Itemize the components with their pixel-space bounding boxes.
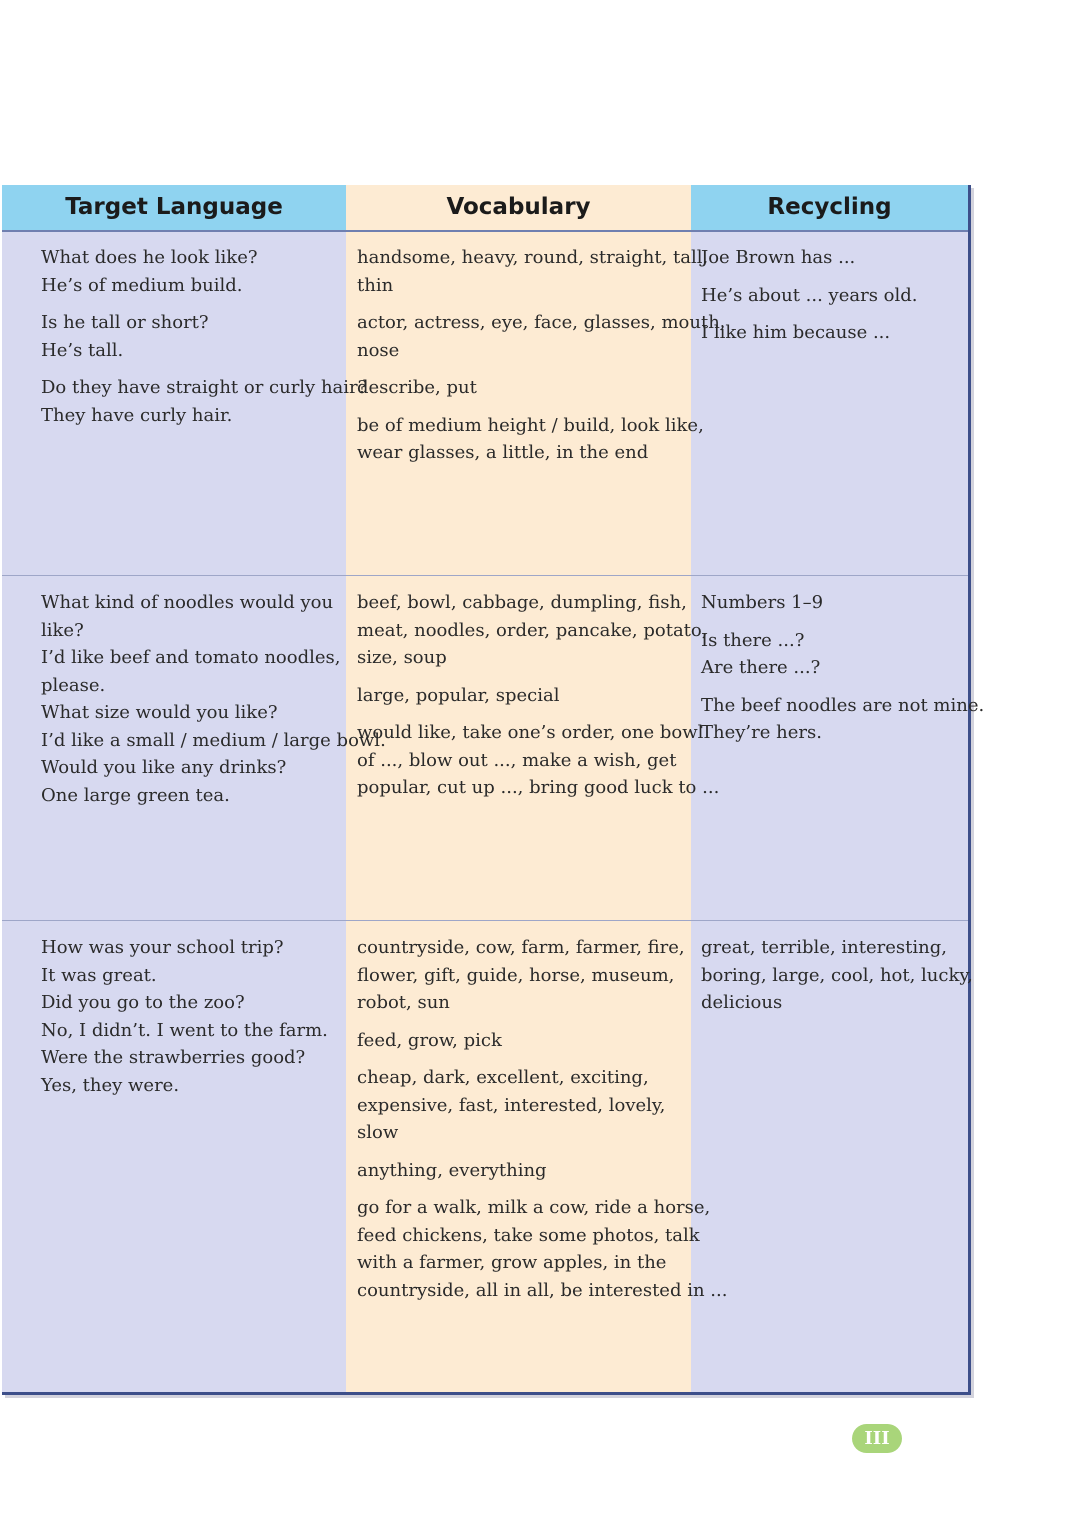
text-line: He’s about ... years old. — [701, 284, 918, 306]
text-line: thin — [357, 274, 394, 296]
recycling-group — [701, 319, 918, 347]
target-group — [41, 244, 367, 299]
text-line: They’re hers. — [701, 722, 822, 743]
recycling-group — [701, 692, 984, 747]
row3-target-cell — [41, 934, 328, 1109]
text-line: actor, actress, eye, face, glasses, mouth, — [357, 312, 726, 333]
text-line: boring, large, cool, hot, lucky, — [701, 964, 973, 986]
header-recycling: Recycling — [691, 185, 968, 232]
curriculum-table — [2, 185, 985, 1395]
page-number-badge: III — [852, 1424, 902, 1453]
text-line: flower, gift, guide, horse, museum, — [357, 964, 675, 986]
text-line: Yes, they were. — [41, 1074, 180, 1096]
row1-recycling-cell — [701, 244, 918, 357]
text-line: anything, everything — [357, 1159, 547, 1181]
row1-target-cell — [41, 244, 367, 439]
text-line: expensive, fast, interested, lovely, — [357, 1094, 666, 1116]
header-target-language: Target Language — [2, 185, 346, 232]
header-vocabulary: Vocabulary — [346, 185, 691, 232]
text-line: wear glasses, a little, in the end — [357, 442, 649, 463]
row3-vocab-cell — [357, 934, 727, 1314]
text-line: slow — [357, 1122, 399, 1143]
text-line: handsome, heavy, round, straight, tall, — [357, 247, 709, 268]
text-line: nose — [357, 339, 400, 361]
row1-vocab-cell — [357, 244, 726, 477]
recycling-column — [691, 185, 968, 1392]
text-line: large, popular, special — [357, 684, 560, 706]
vocab-group — [357, 719, 719, 802]
text-line: Do they have straight or curly hair? — [41, 377, 368, 398]
text-line: be of medium height / build, look like, — [357, 414, 704, 436]
vocab-group — [357, 1157, 727, 1185]
text-line: great, terrible, interesting, — [701, 937, 947, 958]
recycling-group — [701, 627, 984, 682]
text-line: It was great. — [41, 964, 157, 986]
target-group — [41, 934, 328, 1099]
vocab-group — [357, 589, 719, 672]
text-line: He’s of medium build. — [41, 274, 243, 296]
target-group — [41, 309, 367, 364]
text-line: feed, grow, pick — [357, 1029, 502, 1051]
text-line: Joe Brown has ... — [701, 247, 856, 268]
text-line: What size would you like? — [41, 702, 278, 723]
row2-recycling-cell — [701, 589, 984, 757]
recycling-group — [701, 934, 973, 1017]
text-line: Is there ...? — [701, 629, 805, 651]
vocab-group — [357, 309, 726, 364]
text-line: I like him because ... — [701, 322, 891, 343]
text-line: popular, cut up ..., bring good luck to ... — [357, 777, 720, 798]
row-divider — [2, 920, 968, 921]
text-line: meat, noodles, order, pancake, potato, — [357, 619, 708, 641]
text-line: feed chickens, take some photos, talk — [357, 1224, 700, 1246]
text-line: beef, bowl, cabbage, dumpling, fish, — [357, 592, 687, 613]
text-line: of ..., blow out ..., make a wish, get — [357, 749, 677, 771]
text-line: describe, put — [357, 377, 477, 398]
text-line: cheap, dark, excellent, exciting, — [357, 1067, 649, 1088]
vocab-group — [357, 412, 726, 467]
vocab-group — [357, 244, 726, 299]
text-line: countryside, all in all, be interested in ... — [357, 1279, 728, 1301]
vocab-group — [357, 1027, 727, 1055]
text-line: like? — [41, 619, 84, 641]
text-line: He’s tall. — [41, 339, 124, 361]
target-group — [41, 589, 386, 809]
text-line: I’d like beef and tomato noodles, — [41, 647, 341, 668]
text-line: please. — [41, 674, 106, 696]
text-line: with a farmer, grow apples, in the — [357, 1252, 667, 1273]
vocab-group — [357, 934, 727, 1017]
vocab-group — [357, 1064, 727, 1147]
text-line: What kind of noodles would you — [41, 592, 334, 613]
text-line: would like, take one’s order, one bowl — [357, 722, 704, 743]
text-line: I’d like a small / medium / large bowl. — [41, 729, 386, 751]
recycling-group — [701, 244, 918, 272]
vocab-group — [357, 1194, 727, 1304]
text-line: No, I didn’t. I went to the farm. — [41, 1019, 328, 1041]
vocab-group — [357, 682, 719, 710]
text-line: Were the strawberries good? — [41, 1047, 306, 1068]
row3-recycling-cell — [701, 934, 973, 1027]
text-line: The beef noodles are not mine. — [701, 694, 985, 716]
text-line: One large green tea. — [41, 784, 230, 806]
text-line: What does he look like? — [41, 247, 258, 268]
recycling-group — [701, 282, 918, 310]
text-line: go for a walk, milk a cow, ride a horse, — [357, 1197, 711, 1218]
row2-vocab-cell — [357, 589, 719, 812]
vocab-group — [357, 374, 726, 402]
text-line: size, soup — [357, 647, 447, 668]
text-line: Did you go to the zoo? — [41, 992, 245, 1013]
text-line: How was your school trip? — [41, 937, 284, 958]
text-line: robot, sun — [357, 992, 450, 1013]
text-line: Would you like any drinks? — [41, 757, 287, 778]
row-divider — [2, 575, 968, 576]
text-line: countryside, cow, farm, farmer, fire, — [357, 937, 685, 958]
row2-target-cell — [41, 589, 386, 819]
text-line: Is he tall or short? — [41, 312, 209, 333]
target-group — [41, 374, 367, 429]
recycling-group — [701, 589, 984, 617]
text-line: Are there ...? — [701, 657, 821, 678]
text-line: Numbers 1–9 — [701, 592, 824, 613]
text-line: They have curly hair. — [41, 404, 233, 426]
text-line: delicious — [701, 992, 783, 1013]
